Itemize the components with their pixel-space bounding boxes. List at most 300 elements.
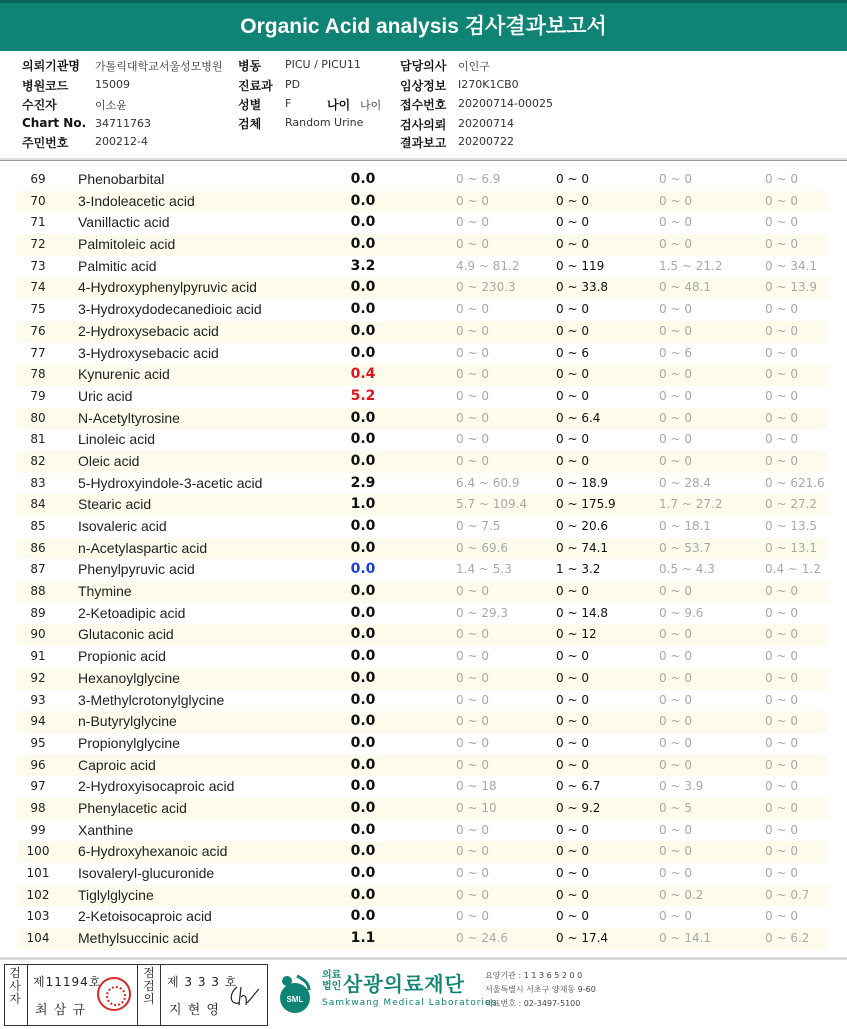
result-value: 0.0 xyxy=(350,431,376,448)
reference-range-3: 0 ~ 0 xyxy=(659,692,692,707)
result-value: 0.4 xyxy=(350,366,376,383)
reference-range-2: 0 ~ 119 xyxy=(556,258,605,273)
reference-range-3: 0 ~ 48.1 xyxy=(659,280,712,295)
compound-name: Isovaleryl-glucuronide xyxy=(78,865,215,881)
reference-range-3: 0 ~ 0 xyxy=(659,627,692,642)
report-title-bar xyxy=(0,0,847,51)
reference-range-2: 0 ~ 6.4 xyxy=(556,410,601,425)
result-value: 1.1 xyxy=(350,930,376,947)
reference-range-1: 1.4 ~ 5.3 xyxy=(456,562,512,577)
reference-range-2: 0 ~ 0 xyxy=(556,237,589,252)
reference-range-2: 0 ~ 0 xyxy=(556,735,589,750)
reference-range-2: 0 ~ 0 xyxy=(556,714,589,729)
reference-range-2: 1 ~ 3.2 xyxy=(556,562,601,577)
compound-name: 3-Methylcrotonylglycine xyxy=(78,691,225,708)
reference-range-3: 0 ~ 53.7 xyxy=(659,540,712,555)
id-value: 200212-4 xyxy=(95,135,148,148)
table-row xyxy=(18,668,827,690)
receipt-label: 접수번호 xyxy=(400,98,447,112)
result-value: 0.0 xyxy=(350,344,376,361)
reference-range-2: 0 ~ 33.8 xyxy=(556,280,609,295)
reference-range-3: 0 ~ 0 xyxy=(659,453,692,468)
table-row xyxy=(18,928,827,950)
reference-range-3: 0 ~ 0 xyxy=(659,735,692,750)
result-value: 0.0 xyxy=(350,648,376,665)
compound-name: Vanillactic acid xyxy=(78,214,170,231)
reference-range-3: 0 ~ 0 xyxy=(659,172,692,186)
result-value: 0.0 xyxy=(350,778,376,795)
compound-name: Methylsuccinic acid xyxy=(78,930,199,947)
reference-range-2: 0 ~ 0 xyxy=(556,584,589,599)
row-number: 91 xyxy=(30,649,46,664)
reference-range-2: 0 ~ 0 xyxy=(556,193,589,208)
footer xyxy=(0,962,847,1029)
reference-range-3: 0 ~ 0 xyxy=(659,649,692,664)
reference-range-4: 0 ~ 0 xyxy=(765,649,798,664)
sml-logo-icon xyxy=(275,974,313,1014)
reference-range-4: 0 ~ 0 xyxy=(765,237,798,252)
reference-range-1: 0 ~ 0 xyxy=(456,388,489,403)
result-value: 0.0 xyxy=(350,583,376,600)
row-number: 69 xyxy=(30,172,46,186)
reference-range-4: 0 ~ 0 xyxy=(765,172,798,186)
result-value: 0.0 xyxy=(350,539,376,556)
reference-range-3: 0 ~ 0 xyxy=(659,237,692,252)
row-number: 70 xyxy=(30,193,46,208)
reference-range-3: 0 ~ 0 xyxy=(659,670,692,685)
reference-range-1: 0 ~ 18 xyxy=(456,779,497,794)
table-row xyxy=(18,624,827,646)
reference-range-4: 0 ~ 13.5 xyxy=(765,519,818,533)
row-number: 87 xyxy=(30,562,46,577)
reference-range-3: 0 ~ 0 xyxy=(659,866,692,880)
doctor-label: 담당의사 xyxy=(400,59,447,73)
reference-range-4: 0 ~ 0 xyxy=(765,866,798,880)
chart-value: 34711763 xyxy=(95,117,151,130)
reference-range-2: 0 ~ 0 xyxy=(556,215,589,230)
row-number: 88 xyxy=(30,584,46,599)
result-value: 0.0 xyxy=(350,301,376,318)
reference-range-1: 0 ~ 0 xyxy=(456,237,489,252)
compound-name: 6-Hydroxyhexanoic acid xyxy=(78,843,228,860)
reference-range-2: 0 ~ 17.4 xyxy=(556,931,609,946)
reference-range-1: 0 ~ 0 xyxy=(456,909,489,924)
reference-range-2: 0 ~ 0 xyxy=(556,323,589,338)
reference-range-3: 0 ~ 3.9 xyxy=(659,779,704,794)
reference-range-1: 0 ~ 7.5 xyxy=(456,519,501,533)
reference-range-4: 0 ~ 0 xyxy=(765,670,798,685)
row-number: 92 xyxy=(30,670,46,685)
reference-range-2: 0 ~ 0 xyxy=(556,887,589,902)
result-value: 0.0 xyxy=(350,409,376,426)
result-value: 0.0 xyxy=(350,236,376,253)
reference-range-1: 0 ~ 0 xyxy=(456,345,489,360)
reference-range-3: 0 ~ 0 xyxy=(659,714,692,729)
reference-range-2: 0 ~ 6 xyxy=(556,345,589,360)
compound-name: Linoleic acid xyxy=(78,431,156,448)
reference-range-2: 0 ~ 175.9 xyxy=(556,497,616,512)
result-value: 0.0 xyxy=(350,843,376,860)
result-value: 0.0 xyxy=(350,821,376,838)
row-number: 82 xyxy=(30,453,46,468)
reference-range-2: 0 ~ 0 xyxy=(556,172,589,186)
row-number: 81 xyxy=(30,432,46,447)
result-value: 0.0 xyxy=(350,626,376,643)
compound-name: Phenobarbital xyxy=(78,171,165,187)
reference-range-3: 0 ~ 0 xyxy=(659,323,692,338)
tester-name: 최 삼 규 xyxy=(35,1003,86,1018)
compound-name: Tiglylglycine xyxy=(78,886,154,903)
hospital-code-value: 15009 xyxy=(95,78,130,91)
table-row xyxy=(18,538,827,560)
compound-name: n-Acetylaspartic acid xyxy=(78,539,208,556)
table-row xyxy=(18,776,827,798)
table-row xyxy=(18,256,827,278)
reference-range-2: 0 ~ 20.6 xyxy=(556,519,609,533)
table-row xyxy=(18,798,827,820)
compound-name: Phenylpyruvic acid xyxy=(78,561,195,578)
reference-range-2: 0 ~ 0 xyxy=(556,670,589,685)
reference-range-1: 0 ~ 0 xyxy=(456,453,489,468)
table-row xyxy=(18,364,827,386)
result-value: 1.0 xyxy=(350,496,376,513)
row-number: 100 xyxy=(26,844,50,859)
result-value: 0.0 xyxy=(350,799,376,816)
reference-range-3: 0 ~ 9.6 xyxy=(659,605,704,620)
patient-label: 수진자 xyxy=(22,98,57,112)
result-value: 0.0 xyxy=(350,865,376,881)
row-number: 103 xyxy=(26,909,50,924)
specimen-label: 검체 xyxy=(238,117,262,131)
reference-range-4: 0 ~ 0 xyxy=(765,735,798,750)
signature-box xyxy=(4,964,268,1026)
row-number: 99 xyxy=(30,822,46,837)
reference-range-3: 0 ~ 0 xyxy=(659,302,692,317)
compound-name: 3-Hydroxydodecanedioic acid xyxy=(78,301,262,318)
result-value: 0.0 xyxy=(350,604,376,621)
reference-range-3: 0 ~ 0 xyxy=(659,844,692,859)
compound-name: Palmitic acid xyxy=(78,257,157,274)
table-row xyxy=(18,299,827,321)
reference-range-2: 0 ~ 0 xyxy=(556,388,589,403)
reference-range-3: 1.7 ~ 27.2 xyxy=(659,497,723,512)
row-number: 96 xyxy=(30,757,46,772)
compound-name: Hexanoylglycine xyxy=(78,669,180,686)
row-number: 86 xyxy=(30,540,46,555)
reference-range-1: 0 ~ 6.9 xyxy=(456,172,501,186)
row-number: 74 xyxy=(30,280,46,295)
reference-range-2: 0 ~ 6.7 xyxy=(556,779,601,794)
row-number: 95 xyxy=(30,735,46,750)
reference-range-3: 0 ~ 0 xyxy=(659,822,692,837)
result-value: 0.0 xyxy=(350,322,376,339)
compound-name: N-Acetyltyrosine xyxy=(78,409,180,426)
result-value: 0.0 xyxy=(350,713,376,730)
reference-range-2: 0 ~ 0 xyxy=(556,302,589,317)
table-row xyxy=(18,581,827,603)
table-row xyxy=(18,429,827,451)
table-row xyxy=(18,516,827,538)
chart-label: Chart No. xyxy=(22,116,87,130)
compound-name: Glutaconic acid xyxy=(78,626,174,643)
institution-label: 의뢰기관명 xyxy=(22,59,80,73)
reference-range-3: 0.5 ~ 4.3 xyxy=(659,562,715,577)
compound-name: Propionylglycine xyxy=(78,734,180,751)
result-value: 0.0 xyxy=(350,908,376,925)
contact-phone: 대표번호 : 02-3497-5100 xyxy=(485,999,581,1008)
report-title: Organic Acid analysis 검사결과보고서 xyxy=(240,15,607,38)
brand-english: Samkwang Medical Laboratories xyxy=(322,998,498,1008)
table-row xyxy=(18,863,827,885)
reference-range-1: 0 ~ 0 xyxy=(456,584,489,599)
table-row xyxy=(18,646,827,668)
row-number: 73 xyxy=(30,258,46,273)
reference-range-1: 0 ~ 0 xyxy=(456,887,489,902)
checker-license: 제 3 3 3 호 xyxy=(167,975,238,989)
reference-range-2: 0 ~ 0 xyxy=(556,692,589,707)
sex-label: 성별 xyxy=(238,98,262,112)
compound-name: Phenylacetic acid xyxy=(78,799,187,816)
reference-range-4: 0 ~ 0 xyxy=(765,323,798,338)
reference-range-1: 4.9 ~ 81.2 xyxy=(456,258,520,273)
reference-range-4: 0 ~ 0 xyxy=(765,432,798,447)
reference-range-1: 0 ~ 0 xyxy=(456,215,489,230)
reference-range-2: 0 ~ 0 xyxy=(556,757,589,772)
id-label: 주민번호 xyxy=(22,136,69,150)
reference-range-4: 0 ~ 0 xyxy=(765,627,798,642)
table-row xyxy=(18,603,827,625)
row-number: 94 xyxy=(30,714,46,729)
table-row xyxy=(18,711,827,733)
reference-range-1: 0 ~ 0 xyxy=(456,866,489,880)
reference-range-4: 0 ~ 0 xyxy=(765,584,798,599)
sex-value: F xyxy=(285,97,292,110)
reference-range-4: 0 ~ 0.7 xyxy=(765,887,810,902)
row-number: 97 xyxy=(30,779,46,794)
compound-name: Stearic acid xyxy=(78,496,152,513)
footer-divider xyxy=(0,957,847,960)
reference-range-2: 0 ~ 0 xyxy=(556,432,589,447)
reference-range-1: 0 ~ 0 xyxy=(456,735,489,750)
reference-range-3: 0 ~ 0 xyxy=(659,388,692,403)
institution-value: 가톨릭대학교서울성모병원 xyxy=(95,60,223,73)
row-number: 90 xyxy=(30,627,46,642)
header-divider xyxy=(0,160,847,161)
table-row xyxy=(18,690,827,712)
reference-range-3: 0 ~ 0.2 xyxy=(659,887,704,902)
reference-range-4: 0 ~ 0 xyxy=(765,302,798,317)
reference-range-3: 0 ~ 0 xyxy=(659,193,692,208)
reference-range-4: 0 ~ 0 xyxy=(765,605,798,620)
doctor-value: 이인구 xyxy=(458,60,490,73)
dept-value: PD xyxy=(285,78,301,91)
table-row xyxy=(18,906,827,928)
row-number: 79 xyxy=(30,388,46,403)
compound-name: 3-Hydroxysebacic acid xyxy=(78,344,219,361)
reference-range-1: 0 ~ 0 xyxy=(456,714,489,729)
compound-name: Kynurenic acid xyxy=(78,366,170,383)
reference-range-4: 0 ~ 0 xyxy=(765,367,798,382)
patient-value: 이소윤 xyxy=(95,99,127,112)
checker-signature-icon xyxy=(227,983,263,1009)
tester-label: 검사자 xyxy=(9,966,21,1006)
table-row xyxy=(18,234,827,256)
reference-range-2: 0 ~ 74.1 xyxy=(556,540,609,555)
reference-range-2: 0 ~ 0 xyxy=(556,822,589,837)
dept-label: 진료과 xyxy=(238,79,273,93)
reference-range-4: 0 ~ 621.6 xyxy=(765,475,825,490)
row-number: 84 xyxy=(30,497,46,512)
row-number: 101 xyxy=(26,866,50,880)
reference-range-3: 1.5 ~ 21.2 xyxy=(659,258,723,273)
result-value: 0.0 xyxy=(350,518,376,534)
reference-range-2: 0 ~ 0 xyxy=(556,844,589,859)
receipt-value: 20200714-00025 xyxy=(458,97,553,110)
checker-label: 점검의 xyxy=(143,966,155,1006)
reference-range-3: 0 ~ 6 xyxy=(659,345,692,360)
row-number: 80 xyxy=(30,410,46,425)
compound-name: 2-Hydroxysebacic acid xyxy=(78,322,219,339)
row-number: 83 xyxy=(30,475,46,490)
reference-range-4: 0 ~ 0 xyxy=(765,692,798,707)
reference-range-1: 0 ~ 10 xyxy=(456,800,497,815)
reference-range-2: 0 ~ 18.9 xyxy=(556,475,609,490)
table-row xyxy=(18,494,827,516)
reference-range-2: 0 ~ 0 xyxy=(556,909,589,924)
reference-range-2: 0 ~ 9.2 xyxy=(556,800,601,815)
reference-range-4: 0 ~ 34.1 xyxy=(765,258,818,273)
compound-name: Uric acid xyxy=(78,387,133,404)
age-label: 나이 xyxy=(327,98,351,112)
reference-range-2: 0 ~ 14.8 xyxy=(556,605,609,620)
reference-range-3: 0 ~ 0 xyxy=(659,432,692,447)
reference-range-3: 0 ~ 0 xyxy=(659,367,692,382)
reference-range-4: 0 ~ 0 xyxy=(765,844,798,859)
table-row xyxy=(18,733,827,755)
reference-range-1: 0 ~ 24.6 xyxy=(456,931,509,946)
reference-range-2: 0 ~ 12 xyxy=(556,627,597,642)
reference-range-4: 0 ~ 0 xyxy=(765,388,798,403)
reference-range-4: 0 ~ 0 xyxy=(765,800,798,815)
result-value: 0.0 xyxy=(350,561,376,578)
reference-range-3: 0 ~ 14.1 xyxy=(659,931,712,946)
requested-value: 20200714 xyxy=(458,117,514,130)
reference-range-1: 0 ~ 0 xyxy=(456,302,489,317)
row-number: 76 xyxy=(30,323,46,338)
tester-seal-icon xyxy=(97,977,131,1011)
row-number: 102 xyxy=(26,887,50,902)
specimen-value: Random Urine xyxy=(285,116,364,129)
reference-range-2: 0 ~ 0 xyxy=(556,367,589,382)
ward-label: 병동 xyxy=(238,59,262,73)
row-number: 72 xyxy=(30,237,46,252)
row-number: 85 xyxy=(30,519,46,533)
reference-range-1: 0 ~ 0 xyxy=(456,757,489,772)
reference-range-4: 0 ~ 0 xyxy=(765,453,798,468)
brand-name: 삼광의료재단 xyxy=(343,972,465,996)
result-value: 0.0 xyxy=(350,734,376,751)
compound-name: 3-Indoleacetic acid xyxy=(78,192,195,209)
table-row xyxy=(18,321,827,343)
row-number: 78 xyxy=(30,367,46,382)
reference-range-1: 0 ~ 0 xyxy=(456,822,489,837)
patient-info-block xyxy=(0,51,847,156)
compound-name: 4-Hydroxyphenylpyruvic acid xyxy=(78,279,257,296)
table-row xyxy=(18,343,827,365)
row-number: 93 xyxy=(30,692,46,707)
compound-name: Xanthine xyxy=(78,821,134,838)
reference-range-1: 6.4 ~ 60.9 xyxy=(456,475,520,490)
contact-address: 서울특별시 서초구 양재동 9-60 xyxy=(485,985,596,994)
reference-range-1: 0 ~ 0 xyxy=(456,432,489,447)
compound-name: n-Butyrylglycine xyxy=(78,713,177,730)
ward-value: PICU / PICU11 xyxy=(285,58,361,71)
reference-range-3: 0 ~ 0 xyxy=(659,909,692,924)
reference-range-4: 0 ~ 13.9 xyxy=(765,280,818,295)
brand-prefix: 의료 법인 xyxy=(322,970,342,992)
result-value: 0.0 xyxy=(350,214,376,231)
reference-range-1: 0 ~ 29.3 xyxy=(456,605,509,620)
result-value: 0.0 xyxy=(350,452,376,469)
reference-range-3: 0 ~ 0 xyxy=(659,757,692,772)
reference-range-3: 0 ~ 18.1 xyxy=(659,519,712,533)
row-number: 98 xyxy=(30,800,46,815)
row-number: 89 xyxy=(30,605,46,620)
reported-label: 결과보고 xyxy=(400,136,447,150)
reference-range-1: 0 ~ 0 xyxy=(456,193,489,208)
compound-name: 2-Ketoadipic acid xyxy=(78,604,186,621)
result-value: 2.9 xyxy=(350,474,376,491)
table-row xyxy=(18,386,827,408)
age-value: 나이 xyxy=(360,99,382,112)
reference-range-4: 0 ~ 0 xyxy=(765,410,798,425)
contact-code: 요양기관 : 1 1 3 6 5 2 0 0 xyxy=(485,971,583,980)
reference-range-1: 0 ~ 0 xyxy=(456,323,489,338)
reference-range-2: 0 ~ 0 xyxy=(556,866,589,880)
result-value: 0.0 xyxy=(350,691,376,708)
reference-range-2: 0 ~ 0 xyxy=(556,649,589,664)
result-value: 3.2 xyxy=(350,257,376,274)
table-row xyxy=(18,820,827,842)
reference-range-4: 0 ~ 0 xyxy=(765,193,798,208)
reference-range-4: 0 ~ 27.2 xyxy=(765,497,818,512)
table-row xyxy=(18,559,827,581)
reference-range-4: 0 ~ 0 xyxy=(765,822,798,837)
reference-range-4: 0 ~ 0 xyxy=(765,779,798,794)
result-value: 0.0 xyxy=(350,171,376,187)
reference-range-1: 0 ~ 0 xyxy=(456,692,489,707)
table-row xyxy=(18,885,827,907)
reference-range-1: 0 ~ 0 xyxy=(456,670,489,685)
compound-name: Caproic acid xyxy=(78,756,156,773)
table-row xyxy=(18,212,827,234)
result-value: 0.0 xyxy=(350,279,376,296)
logo-text: SML xyxy=(286,995,304,1004)
compound-name: Palmitoleic acid xyxy=(78,236,176,253)
compound-name: Isovaleric acid xyxy=(78,518,167,534)
reference-range-1: 5.7 ~ 109.4 xyxy=(456,497,528,512)
reference-range-1: 0 ~ 0 xyxy=(456,410,489,425)
clinical-value: I270K1CB0 xyxy=(458,78,519,91)
table-row xyxy=(18,169,827,191)
hospital-code-label: 병원코드 xyxy=(22,79,69,93)
reference-range-1: 0 ~ 0 xyxy=(456,844,489,859)
reference-range-3: 0 ~ 5 xyxy=(659,800,692,815)
reference-range-4: 0.4 ~ 1.2 xyxy=(765,562,821,577)
requested-label: 검사의뢰 xyxy=(400,118,447,132)
row-number: 75 xyxy=(30,302,46,317)
result-value: 0.0 xyxy=(350,669,376,686)
